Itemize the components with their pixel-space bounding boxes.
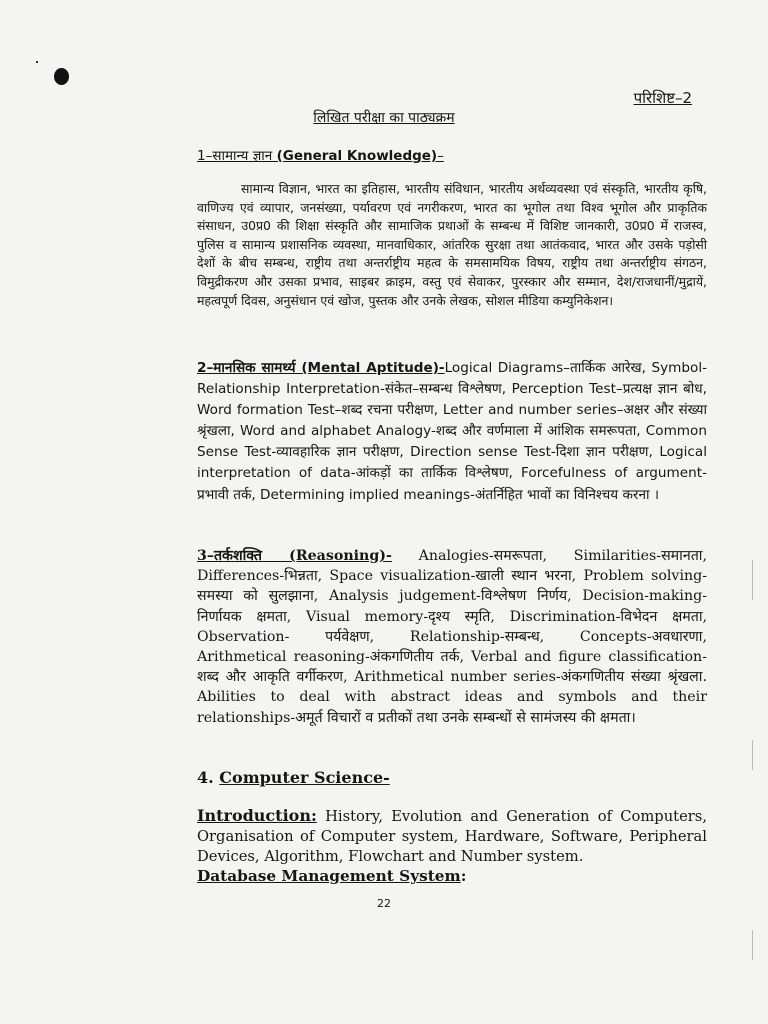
punch-hole-mark bbox=[54, 68, 69, 85]
section-1-heading bbox=[197, 146, 444, 164]
page-title: लिखित परीक्षा का पाठ्यक्रम bbox=[313, 110, 455, 126]
section-2-body: Logical Diagrams–तार्किक आरेख, Symbol-Relationship Interpretation-संकेत–सम्बन्ध विश्लेषण, Perception Test–प्रत्यक्ष ज्ञान बोध, Word formation Test–शब्द रचना परीक्षण, Letter and number series–अक्षर और संख्या श्रृंखला, Word and alphabet Analogy-शब्द और वर्णमाला में आंशिक समरूपता, Common Sense Test-व्यावहारिक ज्ञान परीक्षण, Direction sense Test-दिशा ज्ञान परीक्षण, Logical interpretation of data-आंकड़ों का तार्किक विश्लेषण, Forcefulness of argument-प्रभावी तर्क, Determining implied meanings-अंतर्निहित भावों का विनिश्चय करना । bbox=[197, 360, 707, 503]
section-4-number: 4. bbox=[197, 768, 220, 787]
dbms-suffix: : bbox=[460, 867, 467, 885]
introduction-paragraph bbox=[197, 806, 707, 867]
section-3-paragraph bbox=[197, 546, 707, 728]
scan-edge-line bbox=[752, 930, 753, 960]
section-3-body: Analogies-समरूपता, Similarities-समानता, Differences-भिन्नता, Space visualization-खाली स्थान भरना, Problem solving-समस्या को सुलझाना, Analysis judgement-विश्लेषण निर्णय, Decision-making-निर्णायक क्षमता, Visual memory-दृश्य स्मृति, Discrimination-विभेदन क्षमता, Observation- पर्यवेक्षण, Relationship-सम्बन्ध, Concepts-अवधारणा, Arithmetical reasoning-अंकगणितीय तर्क, Verbal and figure classification-शब्द और आकृति वर्गीकरण, Arithmetical number series-अंकगणितीय संख्या श्रृंखला. Abilities to deal with abstract ideas and symbols and their relationships-अमूर्त विचारों व प्रतीकों तथा उनके सम्बन्धों से सामंजस्य की क्षमता। bbox=[197, 548, 707, 726]
dbms-label: Database Management System bbox=[197, 867, 461, 885]
scan-edge-line bbox=[752, 560, 753, 600]
section-3-heading: 3–तर्कशक्ति (Reasoning)- bbox=[197, 548, 392, 564]
introduction-label: Introduction: bbox=[197, 806, 317, 825]
introduction-body: History, Evolution and Generation of Computers, Organisation of Computer system, Hardware, Software, Peripheral Devices, Algorithm, Flowchart and Number system. bbox=[197, 808, 707, 865]
section-1-heading-suffix: – bbox=[437, 148, 444, 164]
section-4-title: Computer Science- bbox=[219, 768, 390, 787]
scan-speck bbox=[36, 61, 38, 63]
page-number: 22 bbox=[377, 897, 391, 910]
section-1-heading-en: (General Knowledge) bbox=[276, 148, 438, 164]
scan-edge-line bbox=[752, 740, 753, 770]
section-2-paragraph bbox=[197, 358, 707, 506]
section-1-body: सामान्य विज्ञान, भारत का इतिहास, भारतीय संविधान, भारतीय अर्थव्यवस्था एवं संस्कृति, भारतीय कृषि, वाणिज्य एवं व्यापार, जनसंख्या, पर्यावरण एवं नगरीकरण, भारत का भूगोल तथा विश्व भूगोल और प्राकृतिक संसाधन, उ0प्र0 की शिक्षा संस्कृति और सामाजिक प्रथाओं के सम्बन्ध में विशिष्ट जानकारी, उ0प्र0 में राजस्व, पुलिस व सामान्य प्रशासनिक व्यवस्था, मानवाधिकार, आंतरिक सुरक्षा तथा आतंकवाद, भारत और उसके पड़ोसी देशों के बीच सम्बन्ध, राष्ट्रीय तथा अन्तर्राष्ट्रीय महत्व के समसामयिक विषय, राष्ट्रीय तथा अन्तर्राष्ट्रीय संगठन, विमुद्रीकरण और उसका प्रभाव, साइबर क्राइम, वस्तु एवं सेवाकर, पुरस्कार और सम्मान, देश/राजधानीं/मुद्रायें, महत्वपूर्ण दिवस, अनुसंधान एवं खोज, पुस्तक और उनके लेखक, सोशल मीडिया कम्युनिकेशन। bbox=[197, 181, 707, 308]
section-2-heading: 2–मानसिक सामर्थ्य (Mental Aptitude)- bbox=[197, 360, 445, 376]
section-4-heading bbox=[197, 768, 390, 787]
appendix-label: परिशिष्ट–2 bbox=[633, 89, 692, 107]
section-1-heading-prefix: 1–सामान्य ज्ञान bbox=[197, 148, 277, 164]
dbms-heading bbox=[197, 867, 466, 885]
